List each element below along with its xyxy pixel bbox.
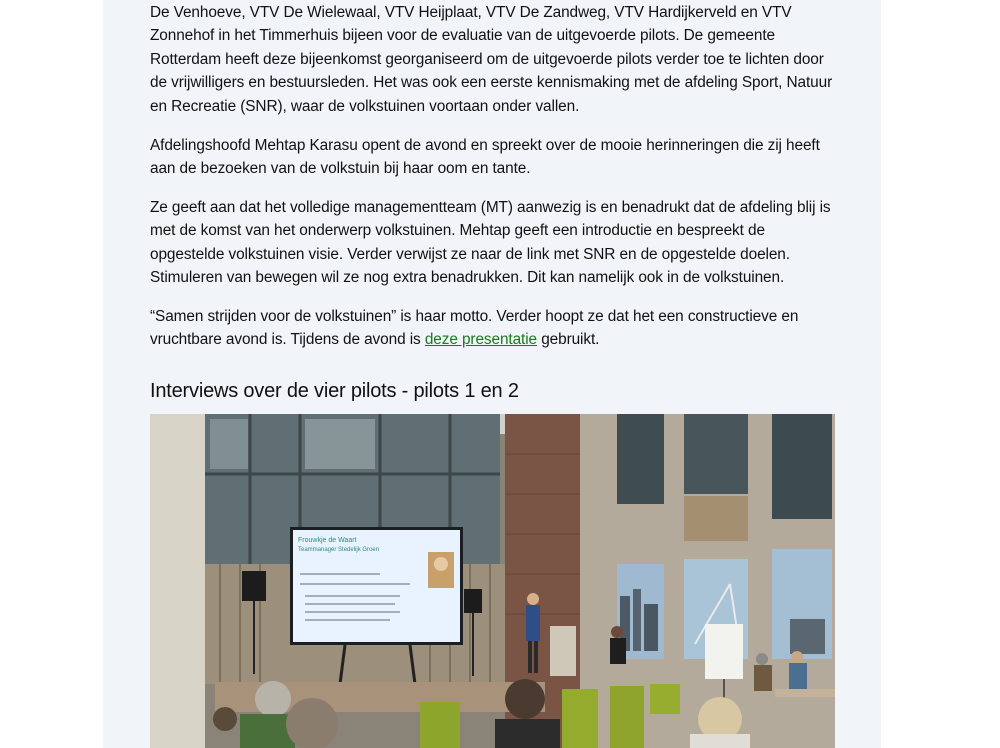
paragraph-opening: Afdelingshoofd Mehtap Karasu opent de avond en spreekt over de mooie herinneringen die zij heeft aan de bezoeken van de volkstuin bij haar oom en tante. [150, 137, 820, 178]
presentation-link[interactable]: deze presentatie [424, 331, 538, 349]
section-heading: Interviews over de vier pilots - pilots 1 en 2 [150, 380, 519, 402]
event-photo [150, 414, 835, 748]
paragraph-evaluation-intro: De Venhoeve, VTV De Wielewaal, VTV Heijplaat, VTV De Zandweg, VTV Hardijkerveld en VTV Zonnehof in het Timmerhuis bijeen voor de evaluatie van de uitgevoerde pilots. De gemeente Rotterdam heeft deze bijeenkomst georganiseerd om de uitgevoerde pilots verder toe te lichten door de vrijwilligers en bestuursleden. Het was ook een eerste kennismaking met de afdeling Sport, Natuur en Recreatie (SNR), waar de volkstuinen voortaan onder vallen. [150, 4, 833, 115]
motto-text: “Samen strijden voor de volkstuinen” is haar motto. Verder hoopt ze dat het een constructieve en vruchtbare avond is. Tijdens de avond is [150, 308, 799, 349]
content-column [103, 0, 881, 748]
motto-text-end: gebruikt. [537, 331, 600, 349]
paragraph-management-team: Ze geeft aan dat het volledige managementteam (MT) aanwezig is en benadrukt dat de afdeling blij is met de komst van het onderwerp volkstuinen. Mehtap geeft een introductie en bespreekt de opgestelde volkstuinen visie. Verder verwijst ze naar de link met SNR en de opgestelde doelen. Stimuleren van bewegen wil ze nog extra benadrukken. Dit kan namelijk ook in de volkstuinen. [150, 199, 831, 287]
paragraph-motto [150, 305, 840, 352]
slide-name: Frouwkje de Waart [298, 537, 357, 544]
slide-role: Teammanager Stedelijk Groen [298, 547, 380, 553]
